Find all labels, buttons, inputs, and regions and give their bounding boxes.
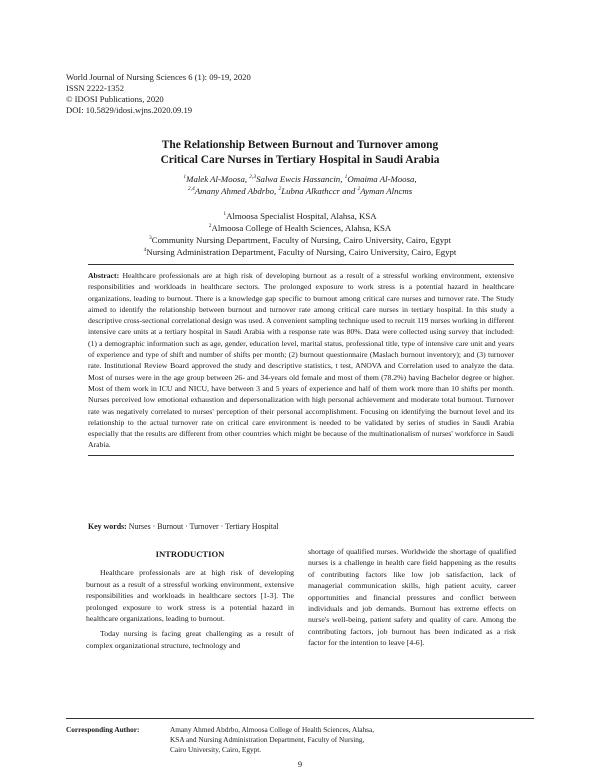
title-line-2: Critical Care Nurses in Tertiary Hospital in Saudi Arabia	[160, 154, 440, 166]
corr-line: Cairo University, Cairo, Egypt.	[170, 745, 262, 755]
page-number: 9	[297, 760, 303, 769]
author-sup: 2	[278, 186, 282, 193]
keywords-label: Key words:	[88, 522, 127, 531]
author-list	[60, 173, 540, 197]
author-sup: 1	[344, 174, 348, 181]
affiliation	[60, 222, 540, 234]
affiliation-sup: 4	[143, 247, 147, 254]
title-line-1: The Relationship Between Burnout and Turnover among	[161, 139, 439, 151]
author-sup: 2,4	[187, 186, 195, 193]
corresponding-author-details	[170, 725, 470, 756]
authors-line-2	[60, 185, 540, 197]
affiliation	[60, 234, 540, 246]
section-heading: INTRODUCTION	[155, 549, 225, 559]
author-name: Salwa Ewcis Hassancin,	[256, 174, 345, 184]
author-name: Amany Ahmed Abdrbo,	[194, 186, 279, 196]
affiliation	[60, 210, 540, 222]
paragraph: shortage of qualified nurses. Worldwide the shortage of qualified nurses is a challenge in health care field happening as the results of contributing factors like low job satisfaction, lack of managerial communication skills, high patient acuity, career opportunities and financial pressures and conflict between individuals and job demands. Burnout has extreme effects on nurse's well-being, patient safety and quality of care. Among the contributing factors, job burnout has been indicated as a risk factor for the intention to leave [4-6].	[308, 547, 516, 648]
body-column-left	[86, 546, 294, 651]
paragraph: Healthcare professionals are at high risk of developing burnout as a result of a stressful working environment, extensive responsibilities and workloads in healthcare sectors [1-3]. The prolonged exposure to work stress is a potential hazard in healthcare organizations, leading to burnout.	[86, 568, 294, 624]
authors-line-1	[60, 173, 540, 185]
body-column-right	[308, 546, 516, 649]
corresponding-author-label: Corresponding Author:	[66, 725, 140, 734]
journal-citation: World Journal of Nursing Sciences 6 (1): 09-19, 2020	[66, 72, 251, 82]
author-sup: 2	[357, 186, 361, 193]
affiliation-text: Almoosa College of Health Sciences, Alahsa, KSA	[211, 223, 392, 233]
author-name: Omaima Al-Moosa,	[347, 174, 417, 184]
affiliation-text: Community Nursing Department, Faculty of Nursing, Cairo University, Cairo, Egypt	[151, 235, 451, 245]
keywords	[88, 521, 514, 532]
author-name: Ayman Alncms	[360, 186, 413, 196]
corr-line: Amany Ahmed Abdrbo, Almoosa College of Health Sciences, Alahsa,	[170, 725, 375, 734]
affiliation-sup: 3	[149, 235, 152, 242]
journal-header	[66, 72, 251, 116]
affiliation-text: Almoosa Specialist Hospital, Alahsa, KSA	[226, 211, 377, 221]
affiliation	[60, 246, 540, 258]
abstract-block	[88, 264, 514, 456]
issn: ISSN 2222-1352	[66, 83, 125, 93]
author-name: Malek Al-Moosa,	[186, 174, 250, 184]
abstract-label: Abstract:	[88, 271, 120, 280]
affiliation-sup: 2	[208, 223, 212, 230]
author-name: Lubna Alkathccr and	[281, 186, 358, 196]
doi: DOI: 10.5829/idosi.wjns.2020.09.19	[66, 105, 193, 115]
keywords-text: Nurses · Burnout · Turnover · Tertiary Hospital	[128, 522, 279, 531]
author-sup: 1	[183, 174, 187, 181]
abstract-text: Healthcare professionals are at high risk of developing burnout as a result of a stressful working environment, extensive responsibilities and workloads in healthcare sectors. The prolonged exposure to work stress is a potential hazard in healthcare organizations, leading to burnout. There is a knowledge gap specific to burnout among critical care nurses and turnover rate. The Study aimed to identify the relationship between burnout and turnover rate among critical care nurses in tertiary hospital. In this study a descriptive cross-sectional correlational design was used. A convenient sampling technique used to recruit 119 nurses working in different intensive care units at a tertiary hospital in Saudi Arabia with a response rate was 80%. Data were collected using survey that included: (1) a demographic information such as age, gender, education level, marital status, professional title, type of intensive care unit and years of experience and type of shift and number of shifts per month; (2) burnout questionnaire (Maslach burnout inventory); and (3) turnover rate. Institutional Review Board approved the study and descriptive statistics, t test, ANOVA and Correlation used to analyze the data. Most of nurses were in the age group between 26- and 34-years old female and most of them (78.2%) having Bachelor degree or higher. Most of them work in ICU and NICU, have between 3 and 5 years of experience and half of them work more than 10 shifts per month. Nurses perceived low emotional exhaustion and depersonalization with high personal achievement and moderate total burnout. Turnover rate was negatively correlated to nurses' perception of their personal accomplishment. Focusing on identifying the burnout level and its relationship to the actual turnover rate on critical care environment is needed to be validated by series of studies in Saudi Arabia especially that the results are different from other countries which might be because of the multinationalism of nurses' workforce in Saudi Arabia.	[88, 271, 514, 450]
author-sup: 2,3	[249, 174, 257, 181]
corr-line: KSA and Nursing Administration Department, Faculty of Nursing,	[170, 735, 365, 745]
copyright: © IDOSI Publications, 2020	[66, 94, 164, 104]
footer-divider	[66, 718, 534, 719]
affiliation-sup: 1	[223, 211, 227, 218]
paper-title	[60, 138, 540, 168]
paragraph: Today nursing is facing great challenging as a result of complex organizational structure, technology and	[86, 629, 294, 650]
affiliation-list	[60, 210, 540, 258]
affiliation-text: Nursing Administration Department, Faculty of Nursing, Cairo University, Cairo, Egypt	[146, 247, 457, 257]
